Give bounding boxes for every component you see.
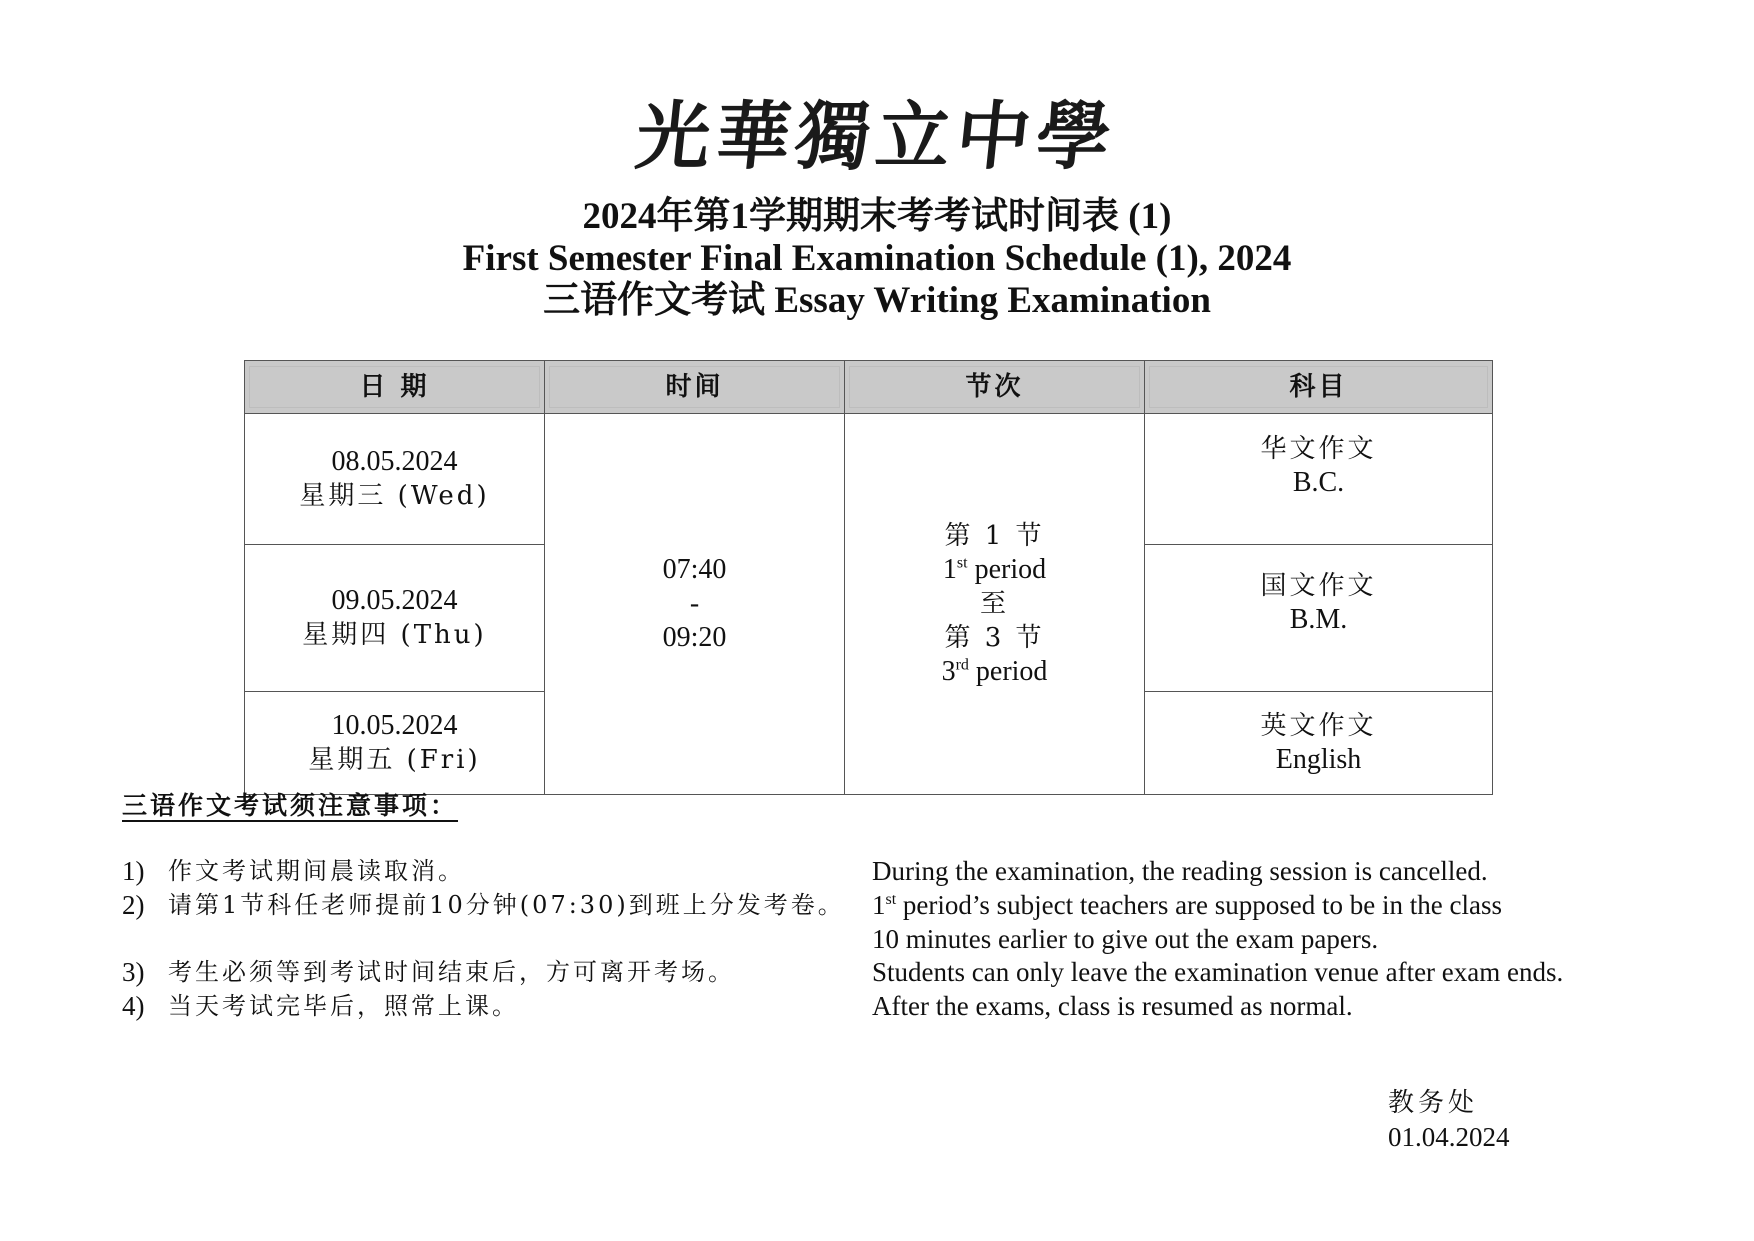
- date-cell: [245, 414, 545, 545]
- subject-en: B.C.: [1292, 467, 1345, 498]
- time-start: 07:40: [662, 554, 727, 585]
- time-cell: [545, 414, 845, 795]
- day-value: 星期三 (Wed): [299, 481, 490, 511]
- table-header-row: [245, 361, 1493, 414]
- note-cn: 当天考试完毕后，照常上课。: [168, 992, 519, 1020]
- note-number: 2): [122, 890, 145, 920]
- period-third-en: 3rd period: [941, 656, 1048, 687]
- date-value: 10.05.2024: [331, 710, 458, 741]
- signature-date: 01.04.2024: [1388, 1122, 1510, 1152]
- signature-block: [1388, 1086, 1510, 1154]
- header-period: 节次: [845, 361, 1145, 414]
- time-separator: -: [689, 588, 700, 619]
- header-date: 日 期: [245, 361, 545, 414]
- title-subtitle: 三语作文考试 Essay Writing Examination: [543, 280, 1211, 321]
- subject-cn: 英文作文: [1260, 711, 1377, 741]
- note-en-continued: 10 minutes earlier to give out the exam papers.: [872, 924, 1379, 954]
- school-logo: 光華獨立中學: [631, 94, 1121, 180]
- time-end: 09:20: [662, 622, 727, 653]
- subject-cell: [1145, 414, 1493, 545]
- period-first-en: 1st period: [942, 554, 1047, 585]
- exam-schedule-table: [244, 360, 1493, 795]
- period-cell: [845, 414, 1145, 795]
- date-value: 09.05.2024: [331, 585, 458, 616]
- subject-cell: [1145, 692, 1493, 795]
- subject-cell: [1145, 545, 1493, 692]
- subject-en: English: [1275, 744, 1362, 775]
- notes-heading: 三语作文考试须注意事项：: [122, 791, 459, 820]
- date-cell: [245, 545, 545, 692]
- table-row: [245, 414, 1493, 545]
- note-number: 4): [122, 991, 145, 1021]
- note-en: During the examination, the reading session is cancelled.: [872, 856, 1488, 886]
- period-to: 至: [979, 589, 1009, 619]
- note-en: After the exams, class is resumed as normal.: [872, 991, 1353, 1021]
- period-first-cn: 第 1 节: [944, 521, 1045, 551]
- title-english: First Semester Final Examination Schedule (1), 2024: [462, 238, 1292, 279]
- note-cn: 作文考试期间晨读取消。: [168, 857, 465, 885]
- title-chinese: 2024年第1学期期末考考试时间表 (1): [582, 196, 1172, 237]
- note-en: 1st period’s subject teachers are supposed to be in the class: [872, 890, 1502, 920]
- note-en: Students can only leave the examination venue after exam ends.: [872, 957, 1564, 987]
- note-cn: 请第1节科任老师提前10分钟(07:30)到班上分发考卷。: [168, 891, 845, 919]
- document-title: [0, 196, 1754, 322]
- header-time: 时间: [545, 361, 845, 414]
- subject-cn: 华文作文: [1260, 434, 1377, 464]
- note-number: 3): [122, 957, 145, 987]
- subject-en: B.M.: [1289, 604, 1348, 635]
- day-value: 星期五 (Fri): [308, 745, 481, 775]
- date-value: 08.05.2024: [331, 446, 458, 477]
- signature-dept: 教务处: [1388, 1088, 1479, 1118]
- note-cn: 考生必须等到考试时间结束后，方可离开考场。: [168, 958, 735, 986]
- period-third-cn: 第 3 节: [944, 623, 1045, 653]
- day-value: 星期四 (Thu): [302, 620, 487, 650]
- subject-cn: 国文作文: [1260, 571, 1377, 601]
- note-number: 1): [122, 856, 145, 886]
- date-cell: [245, 692, 545, 795]
- header-subject: 科目: [1145, 361, 1493, 414]
